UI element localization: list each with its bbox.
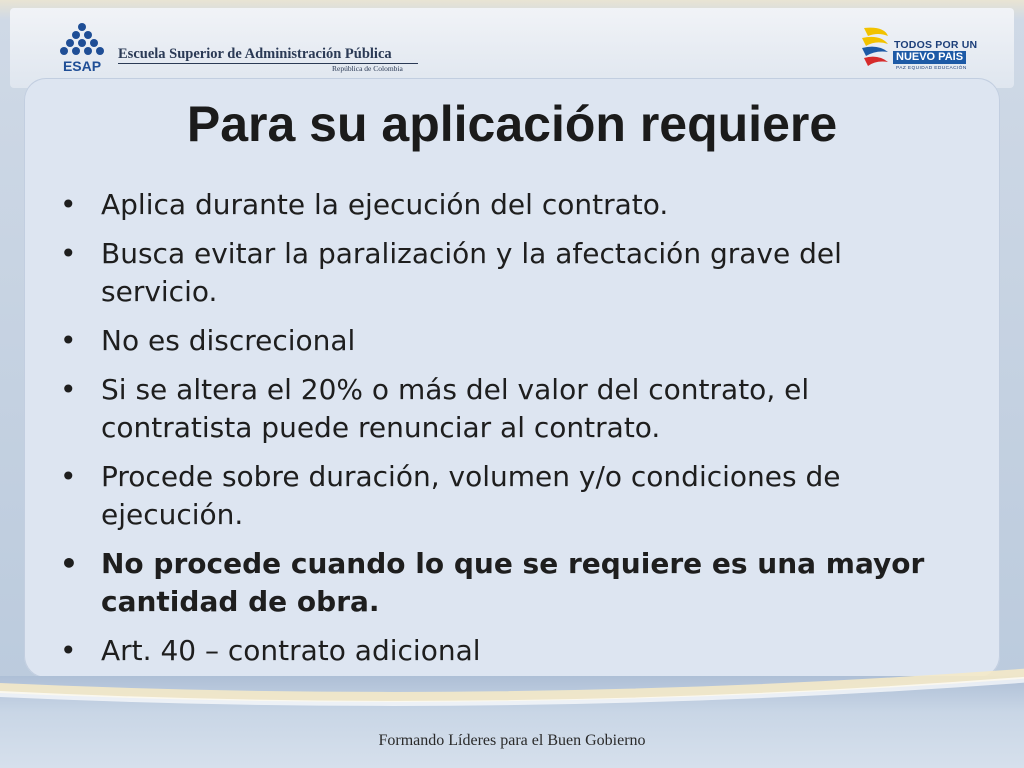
bullet-dot-icon: • xyxy=(60,460,77,493)
bullet-text: Procede sobre duración, volumen y/o condiciones de ejecución. xyxy=(101,460,841,531)
bullet-dot-icon: • xyxy=(60,634,77,667)
esap-logo-text: ESAP xyxy=(62,58,102,74)
esap-logo-icon xyxy=(54,22,110,74)
bullet-item xyxy=(60,235,950,311)
bullet-list xyxy=(60,186,950,681)
bullet-text: Art. 40 – contrato adicional xyxy=(101,634,481,667)
bullet-text: Si se altera el 20% o más del valor del contrato, el contratista puede renunciar al contrato. xyxy=(101,373,810,444)
bullet-item xyxy=(60,186,950,224)
slide-title: Para su aplicación requiere xyxy=(186,96,838,152)
bullet-item xyxy=(60,371,950,447)
gov-slogan-line1: TODOS POR UN xyxy=(894,39,978,51)
bullet-dot-icon: • xyxy=(60,373,77,406)
bullet-item-emphasis xyxy=(60,545,950,621)
bullet-dot-icon: • xyxy=(60,324,77,357)
footer-tagline: Formando Líderes para el Buen Gobierno xyxy=(378,732,646,749)
bullet-item xyxy=(60,632,950,670)
gov-flag-icon xyxy=(858,24,892,74)
bullet-text: Aplica durante la ejecución del contrato. xyxy=(101,188,669,221)
bullet-dot-icon: • xyxy=(60,237,77,270)
org-name: Escuela Superior de Administración Pública xyxy=(118,46,392,62)
bullet-item xyxy=(60,322,950,360)
bullet-dot-icon: • xyxy=(60,188,77,221)
bullet-text: Busca evitar la paralización y la afectación grave del servicio. xyxy=(101,237,842,308)
bullet-text: No es discrecional xyxy=(101,324,356,357)
gov-slogan-line2: NUEVO PAÍS xyxy=(893,51,966,64)
org-country: República de Colombia xyxy=(332,64,403,73)
bullet-dot-icon: • xyxy=(60,547,78,580)
bullet-item xyxy=(60,458,950,534)
gov-slogan-line3: PAZ EQUIDAD EDUCACIÓN xyxy=(896,66,967,71)
bullet-text: No procede cuando lo que se requiere es una mayor cantidad de obra. xyxy=(101,547,925,618)
